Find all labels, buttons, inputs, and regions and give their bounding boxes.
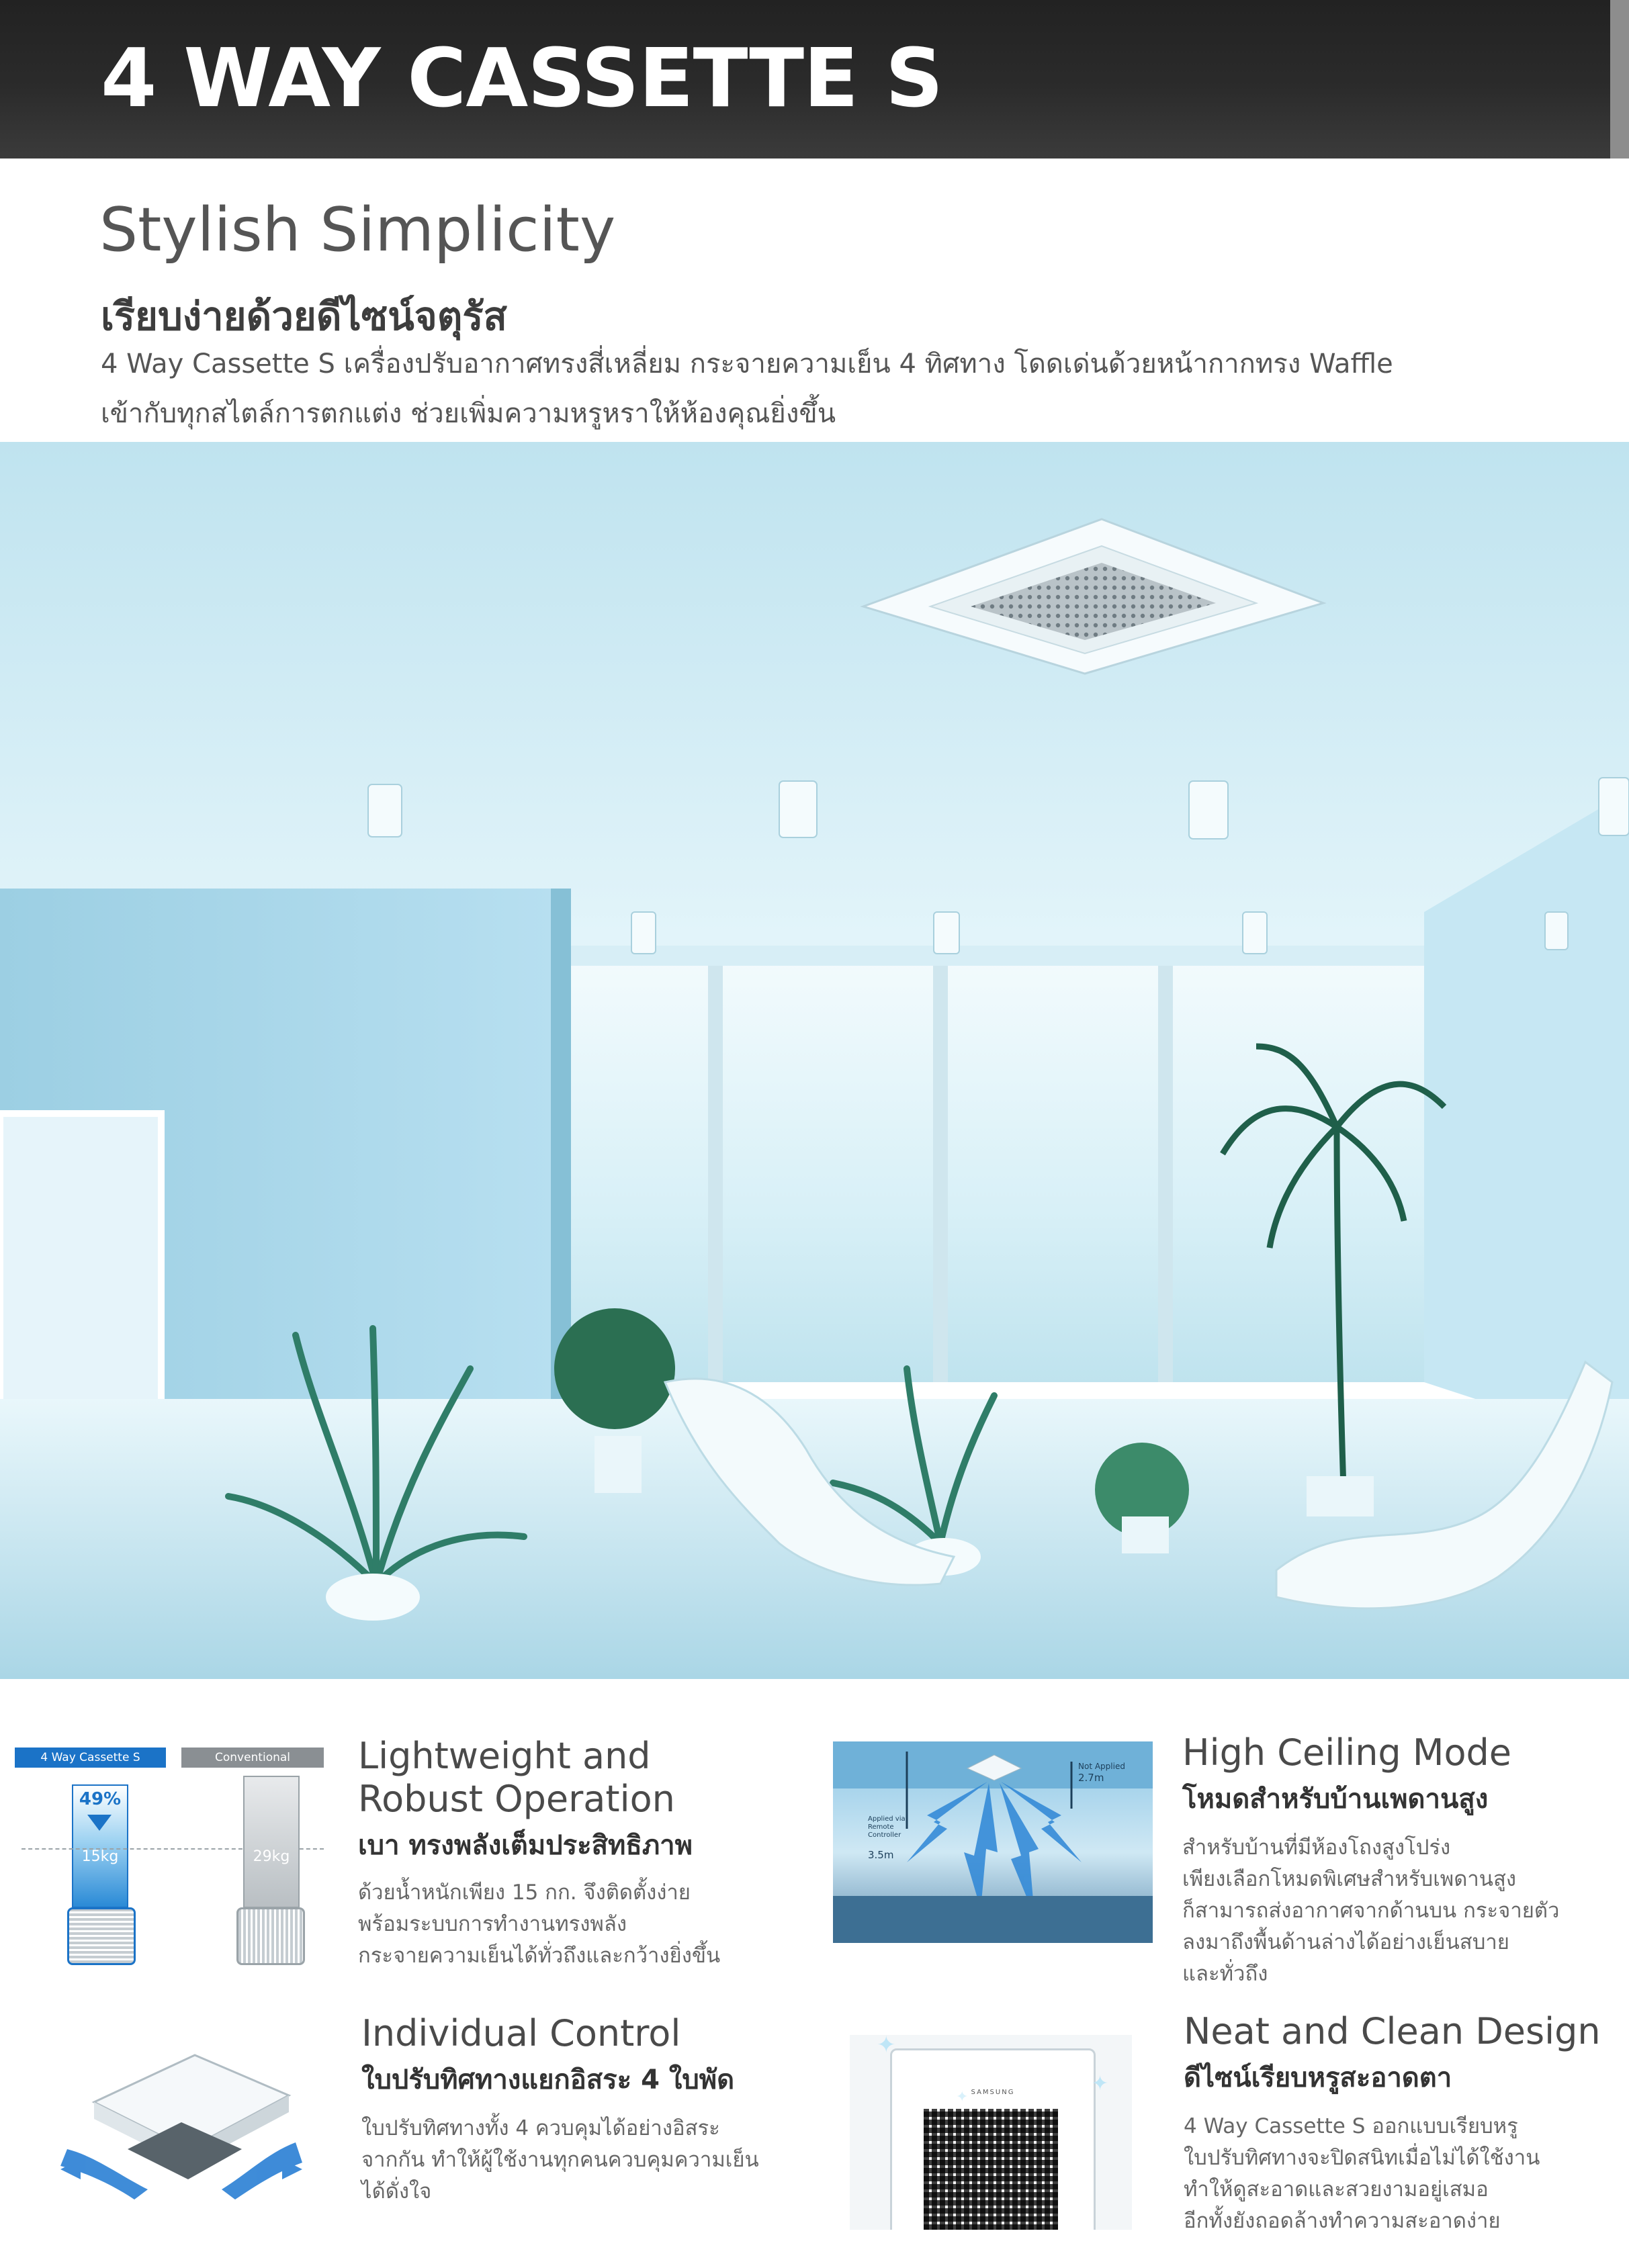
feature-body-line: ก็สามารถส่งอากาศจากด้านบน กระจายตัว [1182, 1899, 1560, 1923]
intro-subtitle: เรียบง่ายด้วยดีไซน์จตุรัส [101, 293, 507, 339]
feature-body [1182, 1832, 1559, 1990]
feature-body [358, 1877, 720, 1972]
feature-body-line: ใบปรับทิศทางทั้ง 4 ควบคุมได้อย่างอิสระ [361, 2116, 720, 2140]
down-arrow-icon [87, 1815, 112, 1831]
cassette-icon-right [236, 1907, 305, 1965]
feature-body-line: พร้อมระบบการทำงานทรงพลัง [358, 1912, 627, 1936]
feature-body-line: และทั่วถึง [1182, 1962, 1268, 1986]
feature-title: Neat and Clean Design [1184, 2010, 1601, 2052]
feature-high-ceiling [1182, 1731, 1559, 1990]
feature-title: High Ceiling Mode [1182, 1731, 1512, 1774]
applied-label: Applied via Remote Controller [868, 1815, 906, 1839]
reduction-percent: 49% [79, 1789, 122, 1809]
not-applied-label: Not Applied [1078, 1762, 1125, 1771]
right-weight-value: 29kg [253, 1848, 290, 1865]
feature-title: Lightweight and [358, 1735, 651, 1777]
sparkle-icon: ✦ [1092, 2072, 1109, 2095]
intro-title: Stylish Simplicity [99, 195, 616, 265]
header-edge-strip [1610, 0, 1629, 158]
high-ceiling-image [833, 1741, 1153, 1943]
cassette-icon-left [67, 1907, 136, 1965]
feature-body-line: ทำให้ดูสะอาดและสวยงามอยู่เสมอ [1184, 2177, 1489, 2202]
intro-body [101, 339, 1511, 439]
feature-title: Individual Control [361, 2012, 681, 2054]
individual-control-image [54, 2042, 309, 2223]
sparkle-icon: ✦ [877, 2035, 896, 2058]
feature-body [1184, 2111, 1601, 2237]
page-title: 4 WAY CASSETTE S [101, 32, 943, 126]
weight-comparison-graphic [15, 1748, 324, 1962]
intro-body-line: 4 Way Cassette S เครื่องปรับอากาศทรงสี่เหลี่ยม กระจายความเย็น 4 ทิศทาง โดดเด่นด้วยหน้ากากทรง Waffle [101, 349, 1393, 379]
intro-body-line: เข้ากับทุกสไตล์การตกแต่ง ช่วยเพิ่มความหรูหราให้ห้องคุณยิ่งขึ้น [101, 398, 836, 429]
compare-label-right: Conventional [181, 1748, 324, 1768]
feature-body-line: ใบปรับทิศทางจะปิดสนิทเมื่อไม่ได้ใช้งาน [1184, 2146, 1540, 2170]
sparkle-icon: ✦ [956, 2089, 969, 2105]
feature-lightweight [358, 1735, 720, 1972]
right-weight-bar [243, 1776, 300, 1908]
feature-title: Robust Operation [358, 1778, 675, 1820]
feature-body-line: กระจายความเย็นได้ทั่วถึงและกว้างยิ่งขึ้น [358, 1944, 721, 1968]
brand-logo: SAMSUNG [971, 2089, 1015, 2096]
hero-room-image [0, 442, 1629, 1679]
feature-body-line: สำหรับบ้านที่มีห้องโถงสูงโปร่ง [1182, 1835, 1451, 1860]
compare-label-left: 4 Way Cassette S [15, 1748, 166, 1768]
grille [924, 2109, 1058, 2230]
feature-body [361, 2113, 759, 2208]
feature-body-line: ลงมาถึงพื้นด้านล่างได้อย่างเย็นสบาย [1182, 1930, 1509, 1954]
not-applied-value: 2.7m [1078, 1772, 1104, 1784]
feature-individual-control [361, 2012, 759, 2208]
feature-subtitle: โหมดสำหรับบ้านเพดานสูง [1182, 1784, 1489, 1815]
feature-body-line: ได้ดั่งใจ [361, 2179, 432, 2204]
feature-body-line: จากกัน ทำให้ผู้ใช้งานทุกคนควบคุมความเย็น [361, 2148, 759, 2172]
feature-body-line: อีกทั้งยังถอดล้างทำความสะอาดง่าย [1184, 2209, 1501, 2233]
feature-neat-design [1184, 2010, 1601, 2237]
feature-body-line: 4 Way Cassette S ออกแบบเรียบหรู [1184, 2114, 1518, 2138]
feature-subtitle: ดีไซน์เรียบหรูสะอาดตา [1184, 2062, 1452, 2093]
applied-value: 3.5m [868, 1849, 894, 1861]
left-weight-value: 15kg [81, 1848, 119, 1865]
feature-subtitle: เบา ทรงพลังเต็มประสิทธิภาพ [358, 1830, 693, 1861]
feature-body-line: ด้วยน้ำหนักเพียง 15 กก. จึงติดตั้งง่าย [358, 1880, 691, 1905]
feature-subtitle: ใบปรับทิศทางแยกอิสระ 4 ใบพัด [361, 2065, 735, 2095]
clean-design-image [850, 2035, 1132, 2230]
feature-body-line: เพียงเลือกโหมดพิเศษสำหรับเพดานสูง [1182, 1867, 1517, 1891]
